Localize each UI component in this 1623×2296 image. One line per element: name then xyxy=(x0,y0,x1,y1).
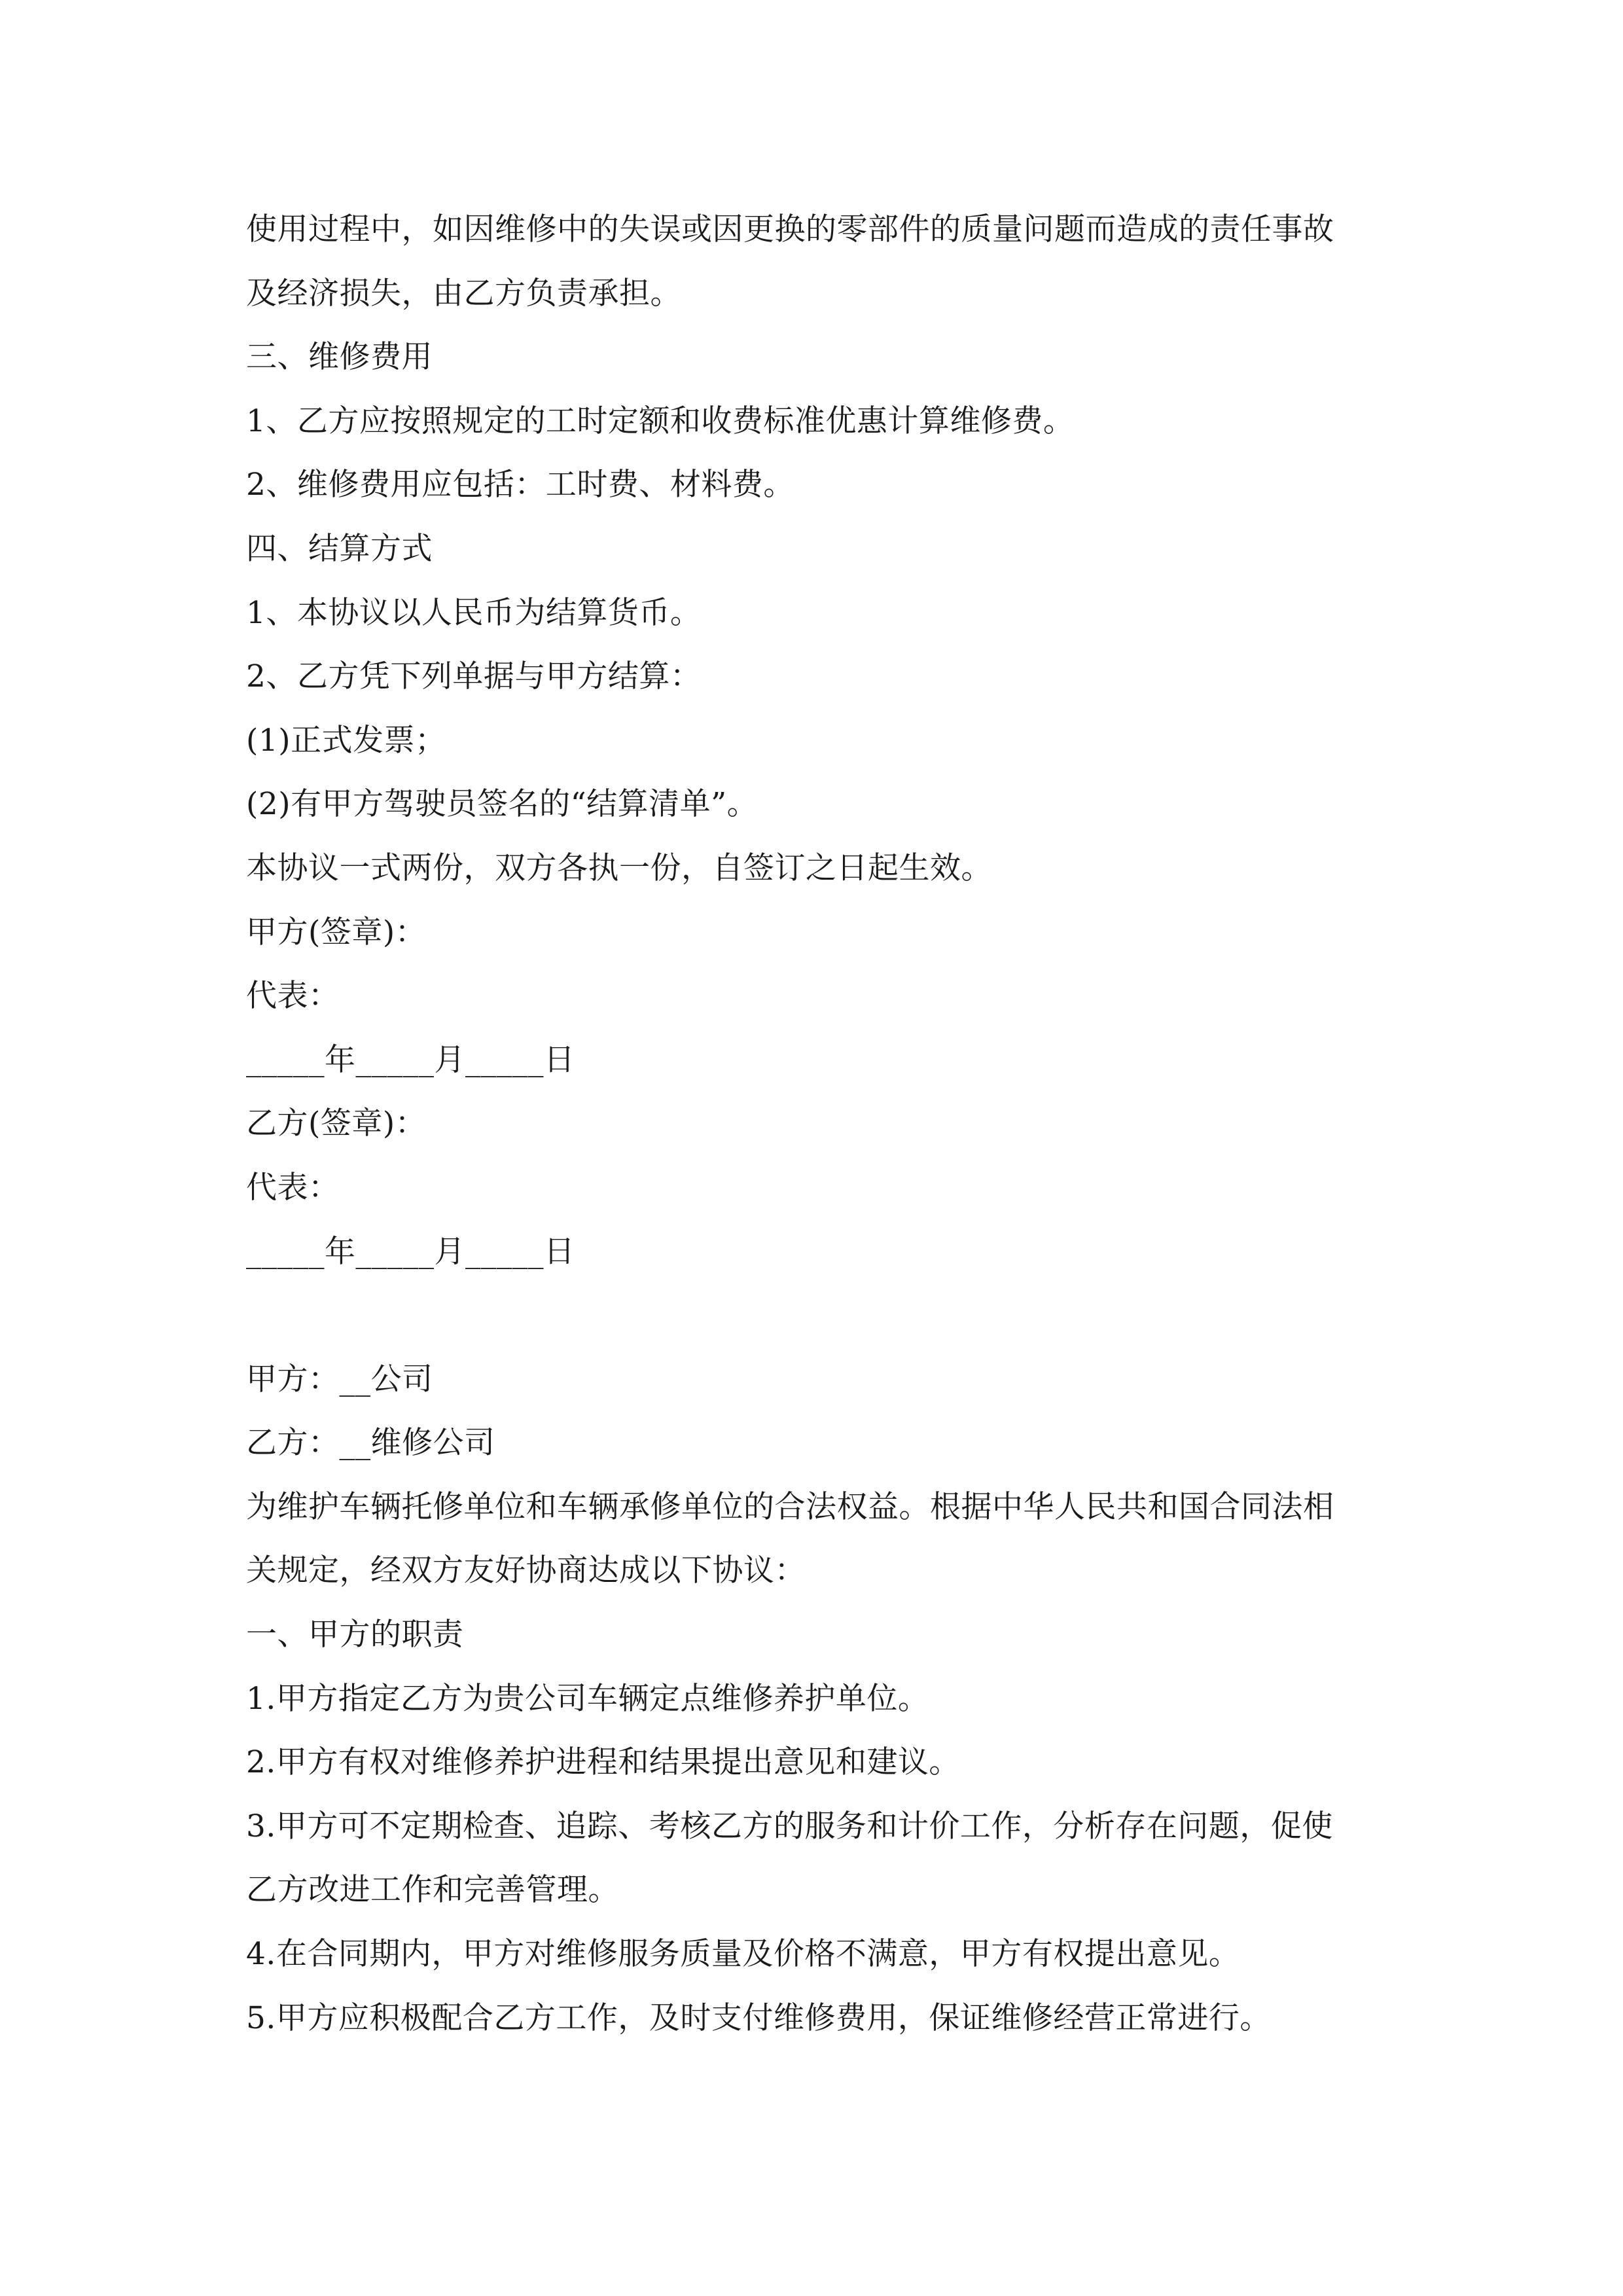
party-b-signature-label: 乙方(签章)： xyxy=(246,1105,427,1142)
clause-line: 3.甲方可不定期检查、追踪、考核乙方的服务和计价工作，分析存在问题，促使 xyxy=(246,1808,1333,1844)
clause-line: 2.甲方有权对维修养护进程和结果提出意见和建议。 xyxy=(246,1744,960,1781)
date-line: _____年_____月_____日 xyxy=(246,1233,575,1270)
paragraph-line: 本协议一式两份，双方各执一份，自签订之日起生效。 xyxy=(246,850,992,886)
clause-line: 2、维修费用应包括：工时费、材料费。 xyxy=(246,467,794,503)
document-body xyxy=(246,198,1385,2050)
representative-label: 代表： xyxy=(246,1169,340,1206)
date-line: _____年_____月_____日 xyxy=(246,1041,575,1078)
representative-label: 代表： xyxy=(246,978,340,1014)
section-spacer xyxy=(246,1283,1385,1348)
clause-line: 1、乙方应按照规定的工时定额和收费标准优惠计算维修费。 xyxy=(246,403,1075,439)
paragraph-line: 使用过程中，如因维修中的失误或因更换的零部件的质量问题而造成的责任事故 xyxy=(246,211,1334,247)
paragraph-line: 为维护车辆托修单位和车辆承修单位的合法权益。根据中华人民共和国合同法相 xyxy=(246,1488,1334,1525)
party-a-signature-label: 甲方(签章)： xyxy=(246,914,427,950)
clause-line: 1.甲方指定乙方为贵公司车辆定点维修养护单位。 xyxy=(246,1680,929,1717)
section-agreement xyxy=(246,1348,1385,2051)
clause-line: 4.在合同期内，甲方对维修服务质量及价格不满意，甲方有权提出意见。 xyxy=(246,1936,1240,1973)
paragraph-line: 关规定，经双方友好协商达成以下协议： xyxy=(246,1552,806,1589)
party-a-line: 甲方：__公司 xyxy=(246,1361,433,1397)
clause-line: 乙方改进工作和完善管理。 xyxy=(246,1872,619,1909)
heading-settlement: 四、结算方式 xyxy=(246,530,433,567)
section-repair-terms xyxy=(246,198,1385,1283)
clause-line: 1、本协议以人民币为结算货币。 xyxy=(246,594,702,631)
clause-subitem: (1)正式发票； xyxy=(246,722,446,759)
clause-line: 2、乙方凭下列单据与甲方结算： xyxy=(246,658,702,695)
paragraph-line: 及经济损失，由乙方负责承担。 xyxy=(246,275,681,312)
clause-subitem: (2)有甲方驾驶员签名的“结算清单”。 xyxy=(246,786,758,823)
party-b-line: 乙方：__维修公司 xyxy=(246,1425,495,1462)
clause-line: 5.甲方应积极配合乙方工作，及时支付维修费用，保证维修经营正常进行。 xyxy=(246,2000,1271,2036)
heading-party-a-duties: 一、甲方的职责 xyxy=(246,1617,464,1653)
heading-repair-fees: 三、维修费用 xyxy=(246,339,433,376)
